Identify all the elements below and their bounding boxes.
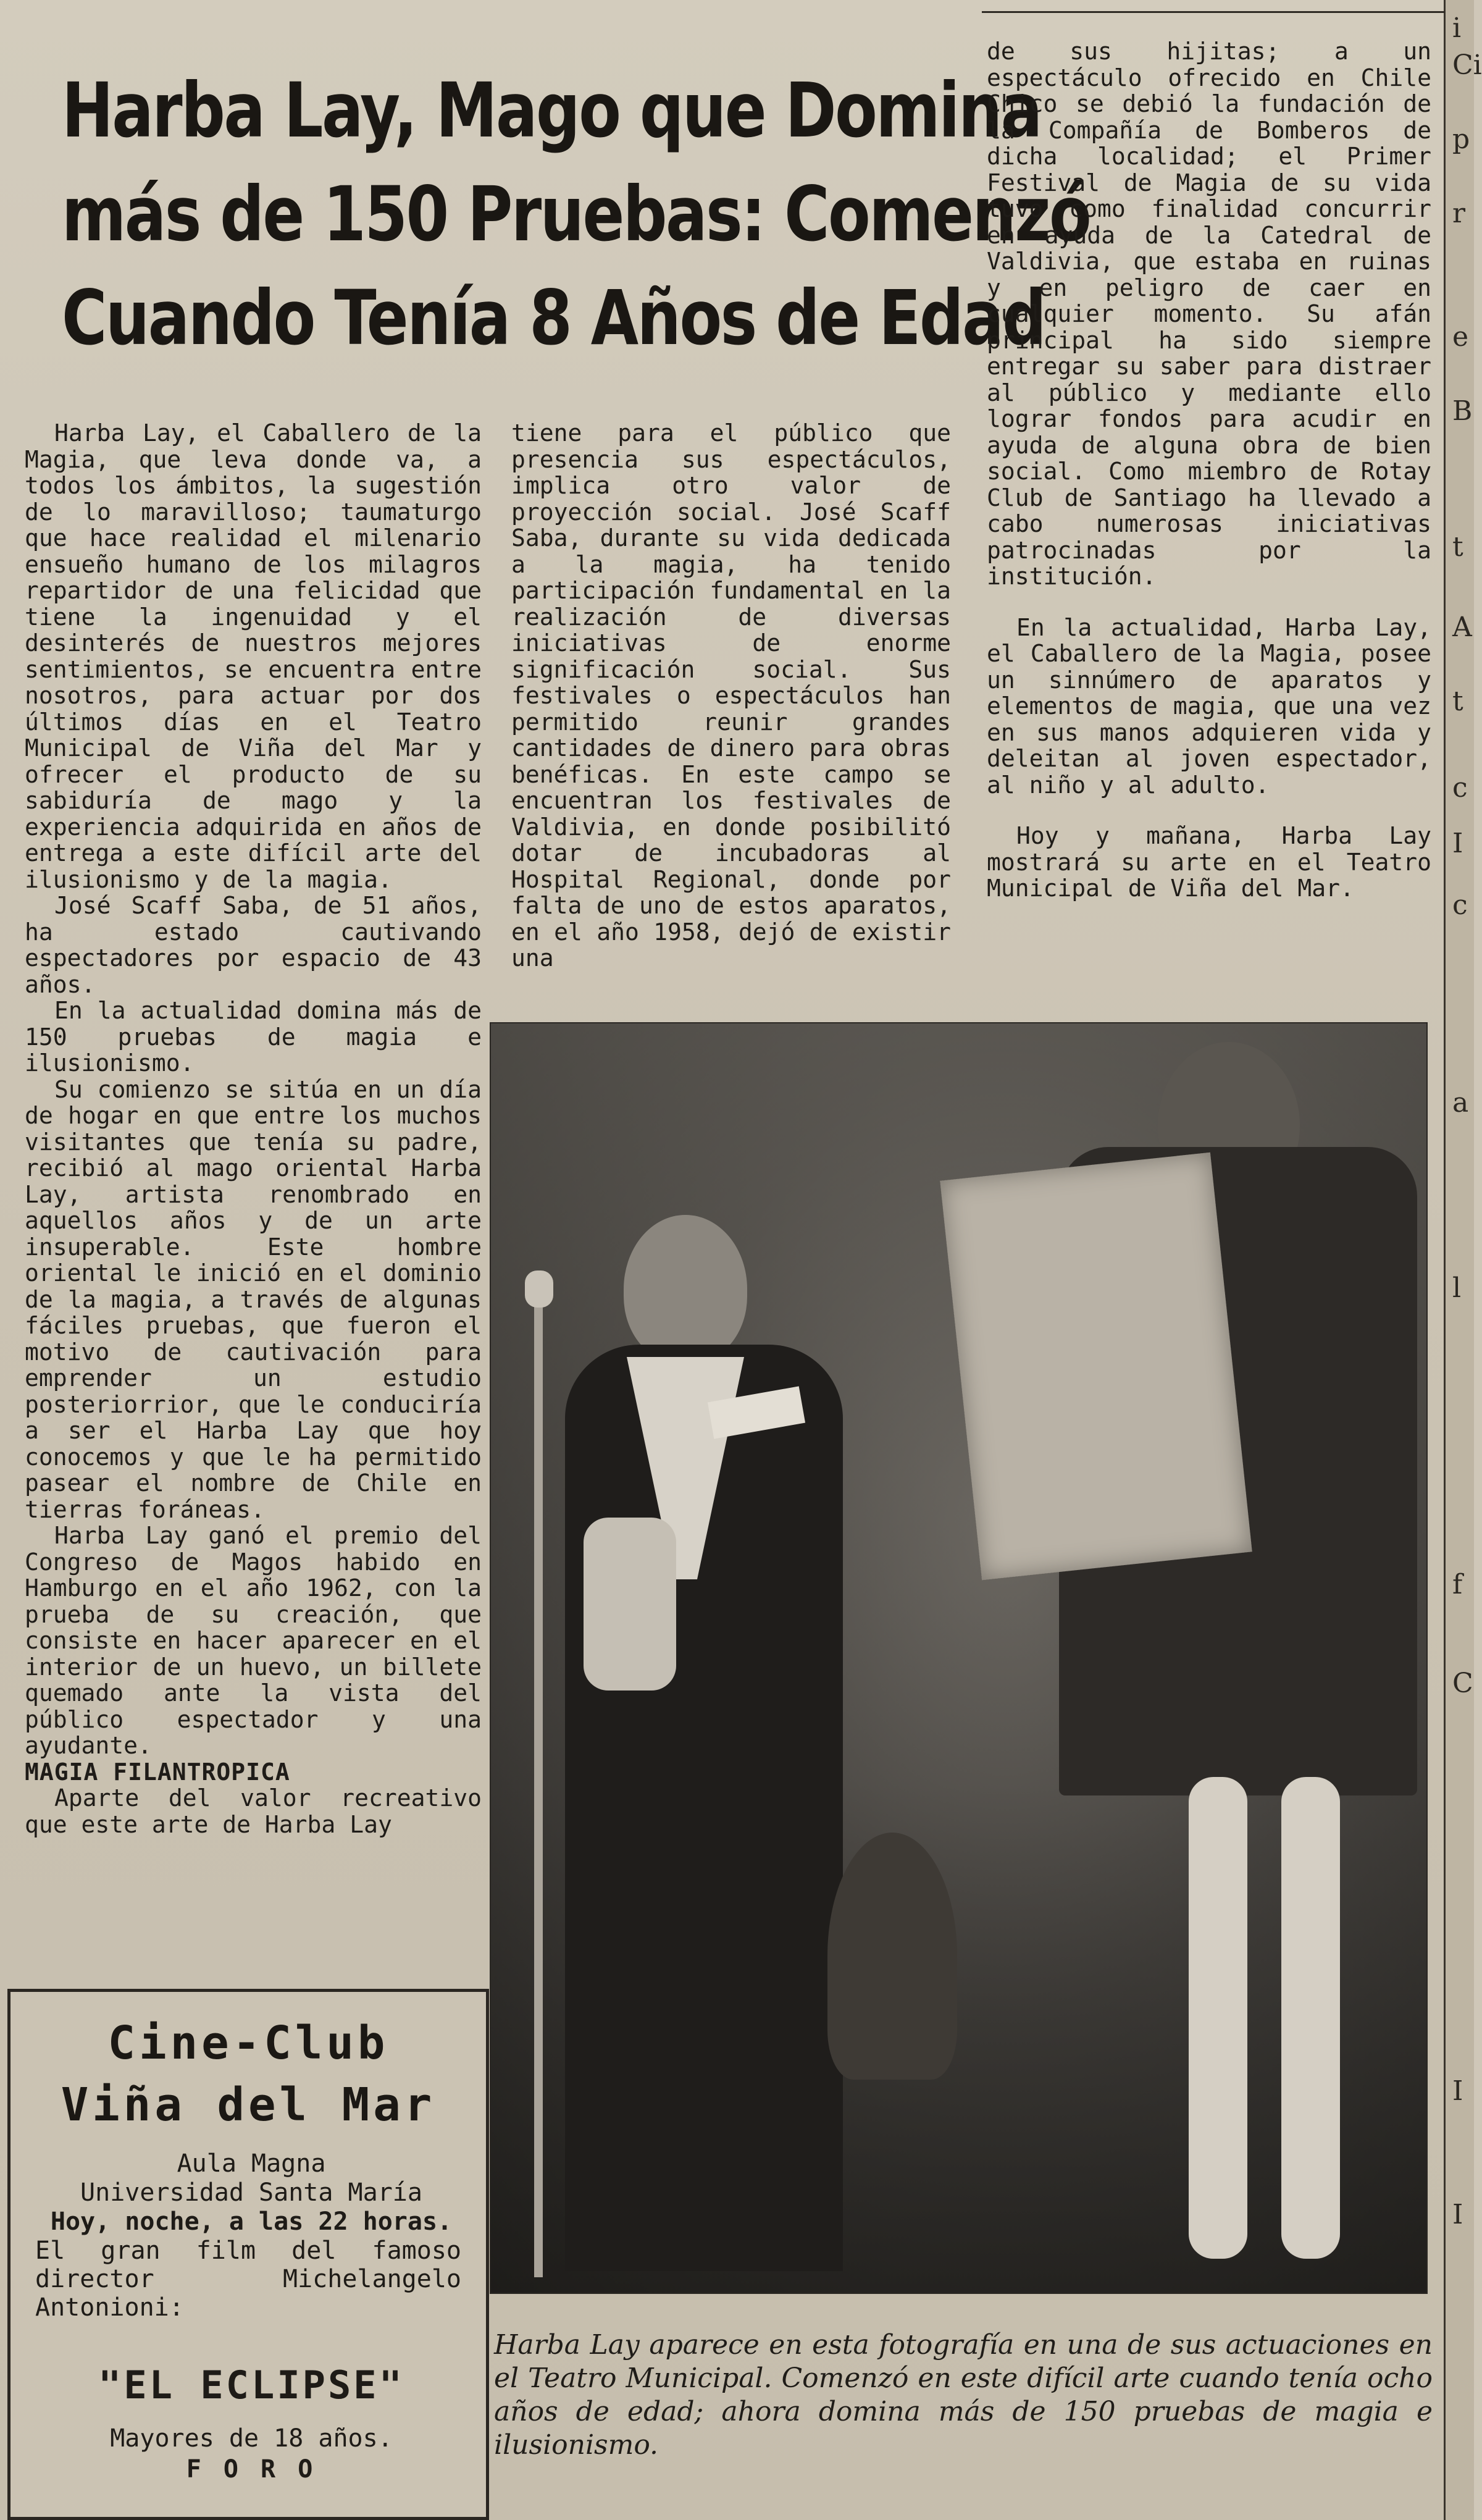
ad-film-title: "EL ECLIPSE" <box>98 2362 404 2408</box>
strip-letter: C <box>1452 1668 1473 1699</box>
headline-line: Cuando Tenía 8 Años de Edad <box>62 274 1045 362</box>
strip-letter: B <box>1452 395 1473 427</box>
strip-letter: i <box>1452 12 1462 44</box>
strip-letter: t <box>1452 531 1463 563</box>
ad-footer: F O R O <box>186 2455 317 2484</box>
paragraph: En la actualidad, Harba Lay, el Caballero de la Magia, posee un sinnúmero de aparatos y elementos de magia, que una vez en sus manos adquieren vida y deleitan al joven espectador, al niño y al adulto. <box>987 613 1431 799</box>
assistant-leg <box>1189 1777 1247 2259</box>
strip-letter: r <box>1452 198 1466 229</box>
paragraph: tiene para el público que presencia sus espectáculos, implica otro valor de proyección social. José Scaff Saba, durante su vida dedicada a la magia, ha tenido participación fundamental en la realización de diversas iniciativas de enorme significación social. Sus festivales o espectáculos han permitido reunir grandes cantidades de dinero para obras benéficas. En este campo se encuentran los festivales de Valdivia, en donde posibilitó dotar de incubadoras al Hospital Regional, donde por falta de uno de estos aparatos, en el año 1958, dejó de existir una <box>511 419 951 972</box>
cloth-bag <box>827 1833 957 2080</box>
strip-letter: p <box>1452 124 1470 155</box>
photograph <box>490 1022 1428 2294</box>
strip-letter: l <box>1452 1272 1462 1304</box>
adjacent-column-edge <box>1444 0 1482 2520</box>
caption-text: Harba Lay aparece en esta fotografía en una de sus actuaciones en el Teatro Municipal. Comenzó en este difícil arte cuando tenía ocho años de edad; ahora domina más de 150 pruebas de magia e ilusionismo. <box>494 2329 1433 2461</box>
headline-line: Harba Lay, Mago que Domina <box>62 67 1041 154</box>
article-column-1 <box>25 420 482 1838</box>
paragraph: Harba Lay, el Caballero de la Magia, que leva donde va, a todos los ámbitos, la sugestión de lo maravilloso; taumaturgo que hace realidad el milenario ensueño humano de los milagros repartidor de una felicidad que tiene la ingenuidad y el desinterés de nuestros mejores sentimientos, se encuentra entre nosotros, para actuar por dos últimos días en el Teatro Municipal de Viña del Mar y ofrecer el producto de su sabiduría de mago y la experiencia adquirida en años de entrega a este difícil arte del ilusionismo y de la magia. <box>25 419 482 893</box>
strip-letter: A <box>1452 611 1472 643</box>
headline <box>62 59 1091 370</box>
paragraph: José Scaff Saba, de 51 años, ha estado cautivando espectadores por espacio de 43 años. <box>25 892 482 998</box>
photo-caption <box>494 2329 1433 2462</box>
top-rule <box>982 11 1445 13</box>
magician-hand <box>584 1518 676 1690</box>
ad-university: Universidad Santa María <box>80 2178 422 2207</box>
paragraph: Su comienzo se sitúa en un día de hogar en que entre los muchos visitantes que tenía su padre, recibió al mago oriental Harba Lay, artista renombrado en aquellos años y de un arte insuperable. Este hombre oriental le inició en el dominio de la magia, a través de algunas fáciles pruebas, que fueron el motivo de cautivación para emprender un estudio posteriorrior, que le conduciría a ser el Harba Lay que hoy conocemos y que le ha permitido pasear el nombre de Chile en tierras foráneas. <box>25 1075 482 1523</box>
subheading: MAGIA FILANTROPICA <box>25 1758 290 1786</box>
article-column-2 <box>511 420 951 972</box>
strip-letter: Ci <box>1452 49 1482 81</box>
cloth-sheet <box>940 1153 1252 1580</box>
paragraph: Hoy y mañana, Harba Lay mostrará su arte en el Teatro Municipal de Viña del Mar. <box>987 822 1431 902</box>
paragraph: En la actualidad domina más de 150 pruebas de magia e ilusionismo. <box>25 997 482 1077</box>
paragraph: Aparte del valor recreativo que este arte de Harba Lay <box>25 1784 482 1838</box>
ad-title: Cine-Club <box>107 2017 389 2070</box>
paragraph: Harba Lay ganó el premio del Congreso de Magos habido en Hamburgo en el año 1962, con la prueba de su creación, que consiste en hacer aparecer en el interior de un huevo, un billete quemado ante la vista del público espectador y una ayudante. <box>25 1522 482 1759</box>
strip-letter: I <box>1452 2075 1463 2107</box>
strip-letter: a <box>1452 1087 1469 1119</box>
microphone-stand <box>534 1289 543 2277</box>
headline-line: más de 150 Pruebas: Comenzó <box>62 170 1091 258</box>
ad-title: Viña del Mar <box>61 2078 436 2132</box>
strip-letter: c <box>1452 889 1468 921</box>
ad-time: Hoy, noche, a las 22 horas. <box>50 2207 453 2236</box>
paragraph: de sus hijitas; a un espectáculo ofrecido en Chile Chico se debió la fundación de la Compañía de Bomberos de dicha localidad; el Primer Festival de Magia de su vida tuvo como finalidad concurrir en ayuda de la Catedral de Valdivia, que estaba en ruinas y en peligro de caer en cualquier momento. Su afán principal ha sido siempre entregar su saber para distraer al público y mediante ello lograr fondos para acudir en ayuda de alguna obra de bien social. Como miembro de Rotay Club de Santiago ha llevado a cabo numerosas iniciativas patrocinadas por la institución. <box>987 38 1431 590</box>
strip-letter: f <box>1452 1569 1463 1600</box>
ad-rating: Mayores de 18 años. <box>110 2424 393 2453</box>
article-column-3 <box>987 38 1431 902</box>
ad-venue: Aula Magna <box>177 2149 326 2178</box>
cine-club-advertisement <box>7 1989 489 2520</box>
ad-description: El gran film del famoso director Michelangelo Antonioni: <box>35 2236 461 2322</box>
strip-letter: t <box>1452 686 1463 717</box>
strip-letter: I <box>1452 828 1463 859</box>
strip-letter: I <box>1452 2199 1463 2230</box>
microphone <box>525 1270 553 1308</box>
assistant-leg <box>1281 1777 1340 2259</box>
magician-head <box>624 1215 747 1363</box>
strip-letter: e <box>1452 321 1469 353</box>
strip-letter: c <box>1452 772 1468 804</box>
